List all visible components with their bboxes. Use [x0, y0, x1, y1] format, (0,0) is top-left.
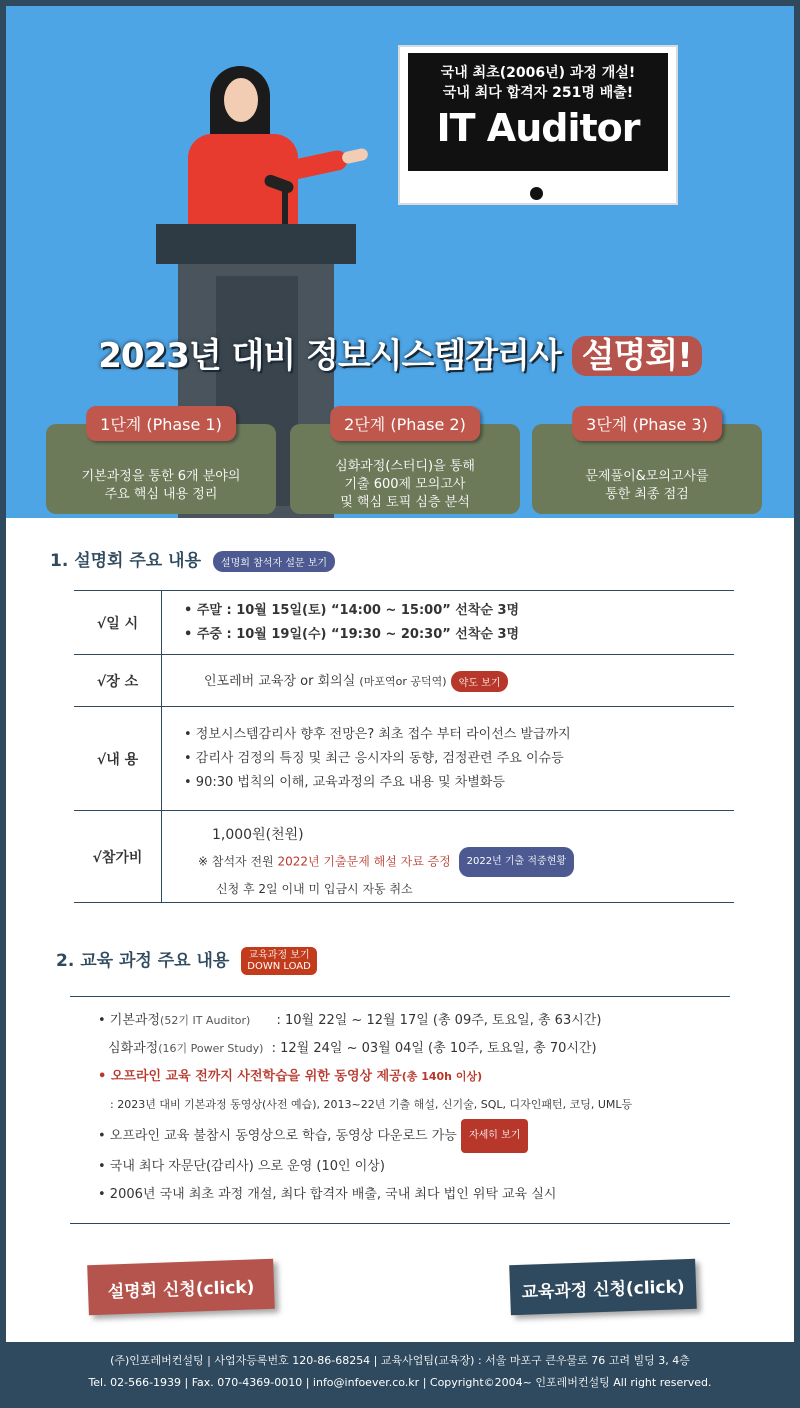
- fee-amount: 1,000원(천원): [212, 827, 304, 843]
- presenter-head: [224, 78, 258, 122]
- seminar-table: [74, 590, 734, 903]
- fee-history-button[interactable]: 2022년 기출 적중현황: [459, 847, 574, 877]
- phase-1-tag: 1단계 (Phase 1): [86, 406, 236, 441]
- download-line2: DOWN LOAD: [247, 961, 311, 972]
- row-date: [74, 591, 734, 655]
- course-offline: [70, 1119, 730, 1153]
- fee-note-prefix: ※ 참석자 전원: [198, 854, 278, 869]
- date-weekend: • 주말 : 10월 15일(토) “14:00 ~ 15:00” 선착순 3명: [184, 603, 520, 618]
- row-place: [74, 655, 734, 707]
- fee-label: √참가비: [74, 811, 162, 902]
- content-line2: • 감리사 검정의 특징 및 최근 응시자의 동향, 검정관련 주요 이슈등: [184, 751, 564, 766]
- phase-2-line2: 기출 600제 모의고사: [344, 477, 466, 492]
- hero-title: [6, 328, 794, 377]
- fee-cancel: 신청 후 2일 이내 미 입금시 자동 취소: [216, 882, 413, 896]
- place-sub: (마포역or 공덕역): [359, 675, 447, 688]
- adv-text: : 12월 24일 ~ 03월 04일 (총 10주, 토요일, 총 70시간): [271, 1041, 597, 1056]
- monitor-button-icon: [530, 187, 543, 200]
- screen-title: IT Auditor: [436, 106, 640, 150]
- course-list: [70, 996, 730, 1224]
- survey-button[interactable]: 설명회 참석자 설문 보기: [213, 551, 335, 572]
- content-label: √내 용: [74, 707, 162, 810]
- offline-text: • 오프라인 교육 불참시 동영상으로 학습, 동영상 다운로드 가능: [98, 1128, 457, 1144]
- monitor: [398, 45, 678, 205]
- row-content: [74, 707, 734, 811]
- seminar-apply-button[interactable]: 설명회 신청(click): [87, 1259, 275, 1315]
- footer-line2: Tel. 02-566-1939 | Fax. 070-4369-0010 | info@infoever.co.kr | Copyright©2004~ 인포레버컨설팅 All right reserved.: [88, 1376, 712, 1389]
- adv-label: 심화과정: [108, 1041, 159, 1056]
- date-weekday: • 주중 : 10월 19일(수) “19:30 ~ 20:30” 선착순 3명: [184, 627, 520, 642]
- phase-2-line1: 심화과정(스터디)을 통해: [335, 459, 475, 474]
- course-video: [70, 1063, 730, 1091]
- phase-1-line1: 기본과정을 통한 6개 분야의: [81, 469, 241, 484]
- phase-2-desc: [290, 458, 520, 512]
- course-apply-button[interactable]: 교육과정 신청(click): [509, 1259, 697, 1315]
- course-advisor: • 국내 최다 자문단(감리사) 으로 운영 (10인 이상): [98, 1159, 385, 1174]
- fee-note-red: 2022년 기출문제 해설 자료 증정: [277, 854, 451, 869]
- phase-1-card: [46, 415, 276, 514]
- date-values: [184, 591, 734, 647]
- phase-1-line2: 주요 핵심 내용 정리: [104, 487, 218, 502]
- phase-3-desc: [532, 468, 762, 504]
- section1-title: 1. 설명회 주요 내용: [50, 551, 201, 571]
- phase-2-tag: 2단계 (Phase 2): [330, 406, 480, 441]
- video-hours: (총 140h 이상): [401, 1070, 483, 1083]
- section2-header: [56, 946, 317, 975]
- screen-line1: 국내 최초(2006년) 과정 개설!: [440, 65, 636, 81]
- phase-2-card: [290, 415, 520, 514]
- detail-button[interactable]: 자세히 보기: [461, 1119, 528, 1153]
- date-label: √일 시: [74, 591, 162, 654]
- place-text: 인포레버 교육장 or 회의실: [204, 674, 356, 689]
- course-advanced: [70, 1035, 730, 1063]
- course-basic: [70, 1007, 730, 1035]
- phase-3-line1: 문제풀이&모의고사를: [585, 469, 709, 484]
- fee-values: [198, 811, 734, 901]
- mic-stand: [282, 188, 288, 226]
- adv-sub: (16기 Power Study): [158, 1042, 264, 1055]
- download-line1: 교육과정 보기: [248, 950, 310, 961]
- map-button[interactable]: 약도 보기: [451, 671, 509, 692]
- presenter-hand: [341, 147, 369, 164]
- course-history: • 2006년 국내 최초 과정 개설, 최다 합격자 배출, 국내 최다 법인 위탁 교육 실시: [98, 1187, 557, 1202]
- hero-title-highlight: 설명회!: [572, 336, 702, 376]
- phase-3-tag: 3단계 (Phase 3): [572, 406, 722, 441]
- place-label: √장 소: [74, 655, 162, 706]
- screen-line2: 국내 최다 합격자 251명 배출!: [442, 85, 634, 101]
- monitor-screen: [408, 53, 668, 171]
- content-values: [184, 707, 734, 795]
- video-detail: : 2023년 대비 기본과정 동영상(사전 예습), 2013~22년 기출 해설, 신기술, SQL, 디자인패턴, 코딩, UML등: [110, 1098, 633, 1111]
- footer: [0, 1350, 800, 1394]
- fee-note: [198, 847, 734, 877]
- phase-3-card: [532, 415, 762, 514]
- content-card: [6, 6, 794, 1342]
- place-value: [204, 655, 734, 692]
- phase-3-line2: 통한 최종 점검: [605, 487, 689, 502]
- section2-title: 2. 교육 과정 주요 내용: [56, 951, 230, 971]
- content-line1: • 정보시스템감리사 향후 전망은? 최초 접수 부터 라이선스 발급까지: [184, 727, 571, 742]
- phase-1-desc: [46, 468, 276, 504]
- phase-2-line3: 및 핵심 토픽 심층 분석: [340, 495, 470, 510]
- video-title: • 오프라인 교육 전까지 사전학습을 위한 동영상 제공: [98, 1069, 402, 1084]
- row-fee: [74, 811, 734, 903]
- basic-sub: (52기 IT Auditor): [160, 1014, 251, 1027]
- hero-title-main: 2023년 대비 정보시스템감리사: [98, 336, 561, 376]
- content-line3: • 90:30 법칙의 이해, 교육과정의 주요 내용 및 차별화등: [184, 775, 505, 790]
- footer-line1: (주)인포레버컨설팅 | 사업자등록번호 120-86-68254 | 교육사업팀(교육장) : 서울 마포구 큰우물로 76 고려 빌딩 3, 4층: [110, 1354, 690, 1367]
- podium-top: [156, 224, 356, 264]
- section1-header: [50, 546, 335, 572]
- basic-label: • 기본과정: [98, 1013, 161, 1028]
- basic-text: : 10월 22일 ~ 12월 17일 (총 09주, 토요일, 총 63시간): [276, 1013, 602, 1028]
- download-button[interactable]: [241, 947, 317, 975]
